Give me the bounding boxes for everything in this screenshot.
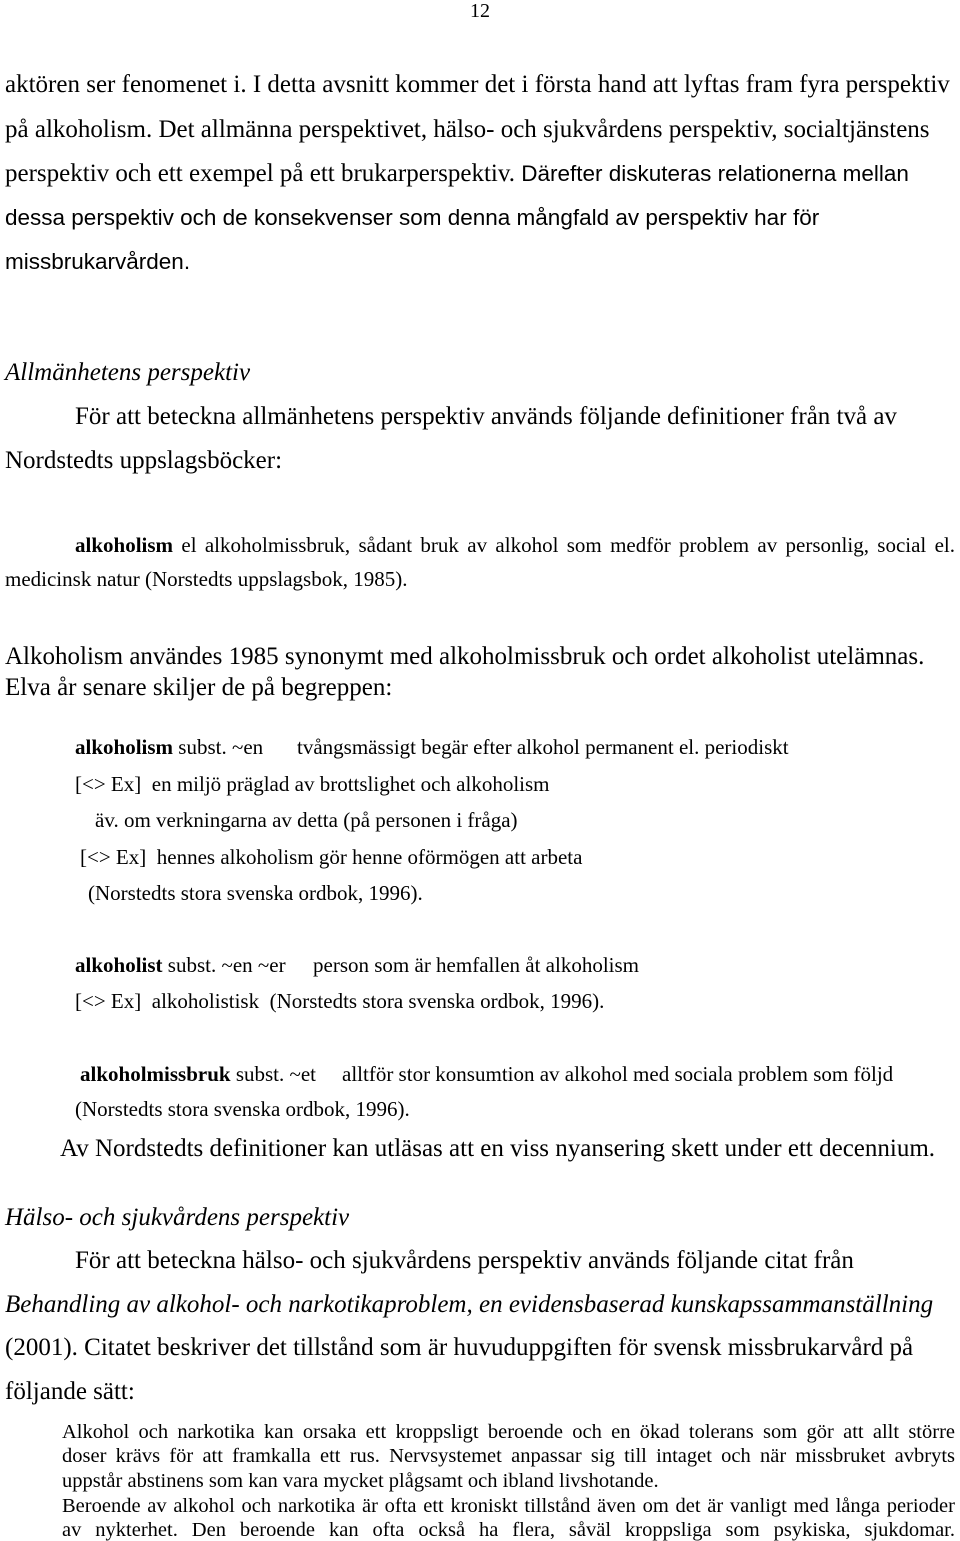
section-heading-health: Hälso- och sjukvårdens perspektiv [5,1204,350,1231]
dictionary-entry-headline [75,734,263,760]
dictionary-entry-headline [80,1061,316,1087]
example-line: [<> Ex] alkoholistisk (Norstedts stora svenska ordbok, 1996). [75,989,605,1013]
dictionary-entry-headline [75,952,286,978]
page-number: 12 [470,0,490,22]
source-citation: (Norstedts stora svenska ordbok, 1996). [75,1097,410,1121]
intro-line-3-serif: perspektiv och ett exempel på ett brukarperspektiv. [5,160,515,187]
example-line: [<> Ex] hennes alkoholism gör henne oförmögen att arbeta [80,845,583,869]
example-line: äv. om verkningarna av detta (på personen i fråga) [95,808,518,832]
public-intro-line-1: För att beteckna allmänhetens perspektiv används följande definitioner från två av [75,403,897,430]
definition-text: person som är hemfallen åt alkoholism [313,953,640,977]
definition-text: el alkoholmissbruk, sådant bruk av alkohol som medför problem av personlig, social el. [181,533,955,557]
quote-line: uppstår abstinens som kan vara mycket plågsamt och ibland livshotande. [62,1470,659,1492]
source-citation: (Norstedts stora svenska ordbok, 1996). [88,881,423,905]
example-line: [<> Ex] en miljö präglad av brottslighet och alkoholism [75,772,550,796]
health-cited-title: Behandling av alkohol- och narkotikaproblem, en evidensbaserad kunskapssammanställning [5,1291,934,1318]
comment-line-1: Alkoholism användes 1985 synonymt med alkoholmissbruk och ordet alkoholist utelämnas. [5,643,925,670]
intro-line-4: dessa perspektiv och de konsekvenser som denna mångfald av perspektiv har för [5,205,820,230]
intro-line-3-sans: Därefter diskuteras relationerna mellan [521,161,909,186]
grammar-info: subst. ~en ~er [162,953,286,977]
public-conclusion: Av Nordstedts definitioner kan utläsas att en viss nyansering skett under ett decennium. [60,1135,936,1162]
section-heading-public: Allmänhetens perspektiv [5,359,251,386]
public-intro-line-2: Nordstedts uppslagsböcker: [5,447,283,474]
quote-line: doser krävs för att framkalla ett rus. Nervsystemet anpassar sig till intaget och när missbruket avbryts [62,1445,955,1467]
intro-line-3 [5,159,909,189]
headword: alkoholism [75,735,174,759]
quote-line: Beroende av alkohol och narkotika är ofta ett kroniskt tillstånd även om det är vanligt med långa perioder [62,1495,955,1517]
health-line-3: (2001). Citatet beskriver det tillstånd som är huvuduppgiften för svensk missbrukarvård på [5,1334,914,1361]
headword: alkoholmissbruk [80,1062,231,1086]
uppslagsbok-definition-line-1 [75,532,955,558]
intro-line-5: missbrukarvården. [5,249,191,274]
headword: alkoholist [75,953,163,977]
quote-line: Alkohol och narkotika kan orsaka ett kroppsligt beroende och en ökad tolerans som gör att allt större [62,1421,955,1443]
health-line-1: För att beteckna hälso- och sjukvårdens perspektiv används följande citat från [75,1247,854,1274]
intro-line-2: på alkoholism. Det allmänna perspektivet, hälso- och sjukvårdens perspektiv, socialtjänstens [5,116,930,143]
grammar-info: subst. ~en [173,735,264,759]
health-line-4: följande sätt: [5,1378,135,1405]
grammar-info: subst. ~et [230,1062,317,1086]
comment-line-2: Elva år senare skiljer de på begreppen: [5,674,393,701]
definition-text: alltför stor konsumtion av alkohol med sociala problem som följd [342,1062,894,1086]
headword: alkoholism [75,533,174,557]
intro-line-1: aktören ser fenomenet i. I detta avsnitt kommer det i första hand att lyftas fram fyra perspektiv [5,71,950,98]
quote-line: av nykterhet. Den beroende kan ofta också ha flera, såväl kroppsliga som psykiska, sjukdomar. [62,1519,955,1541]
definition-text: tvångsmässigt begär efter alkohol permanent el. periodiskt [297,735,789,759]
uppslagsbok-definition-line-2: medicinsk natur (Norstedts uppslagsbok, 1985). [5,567,408,591]
